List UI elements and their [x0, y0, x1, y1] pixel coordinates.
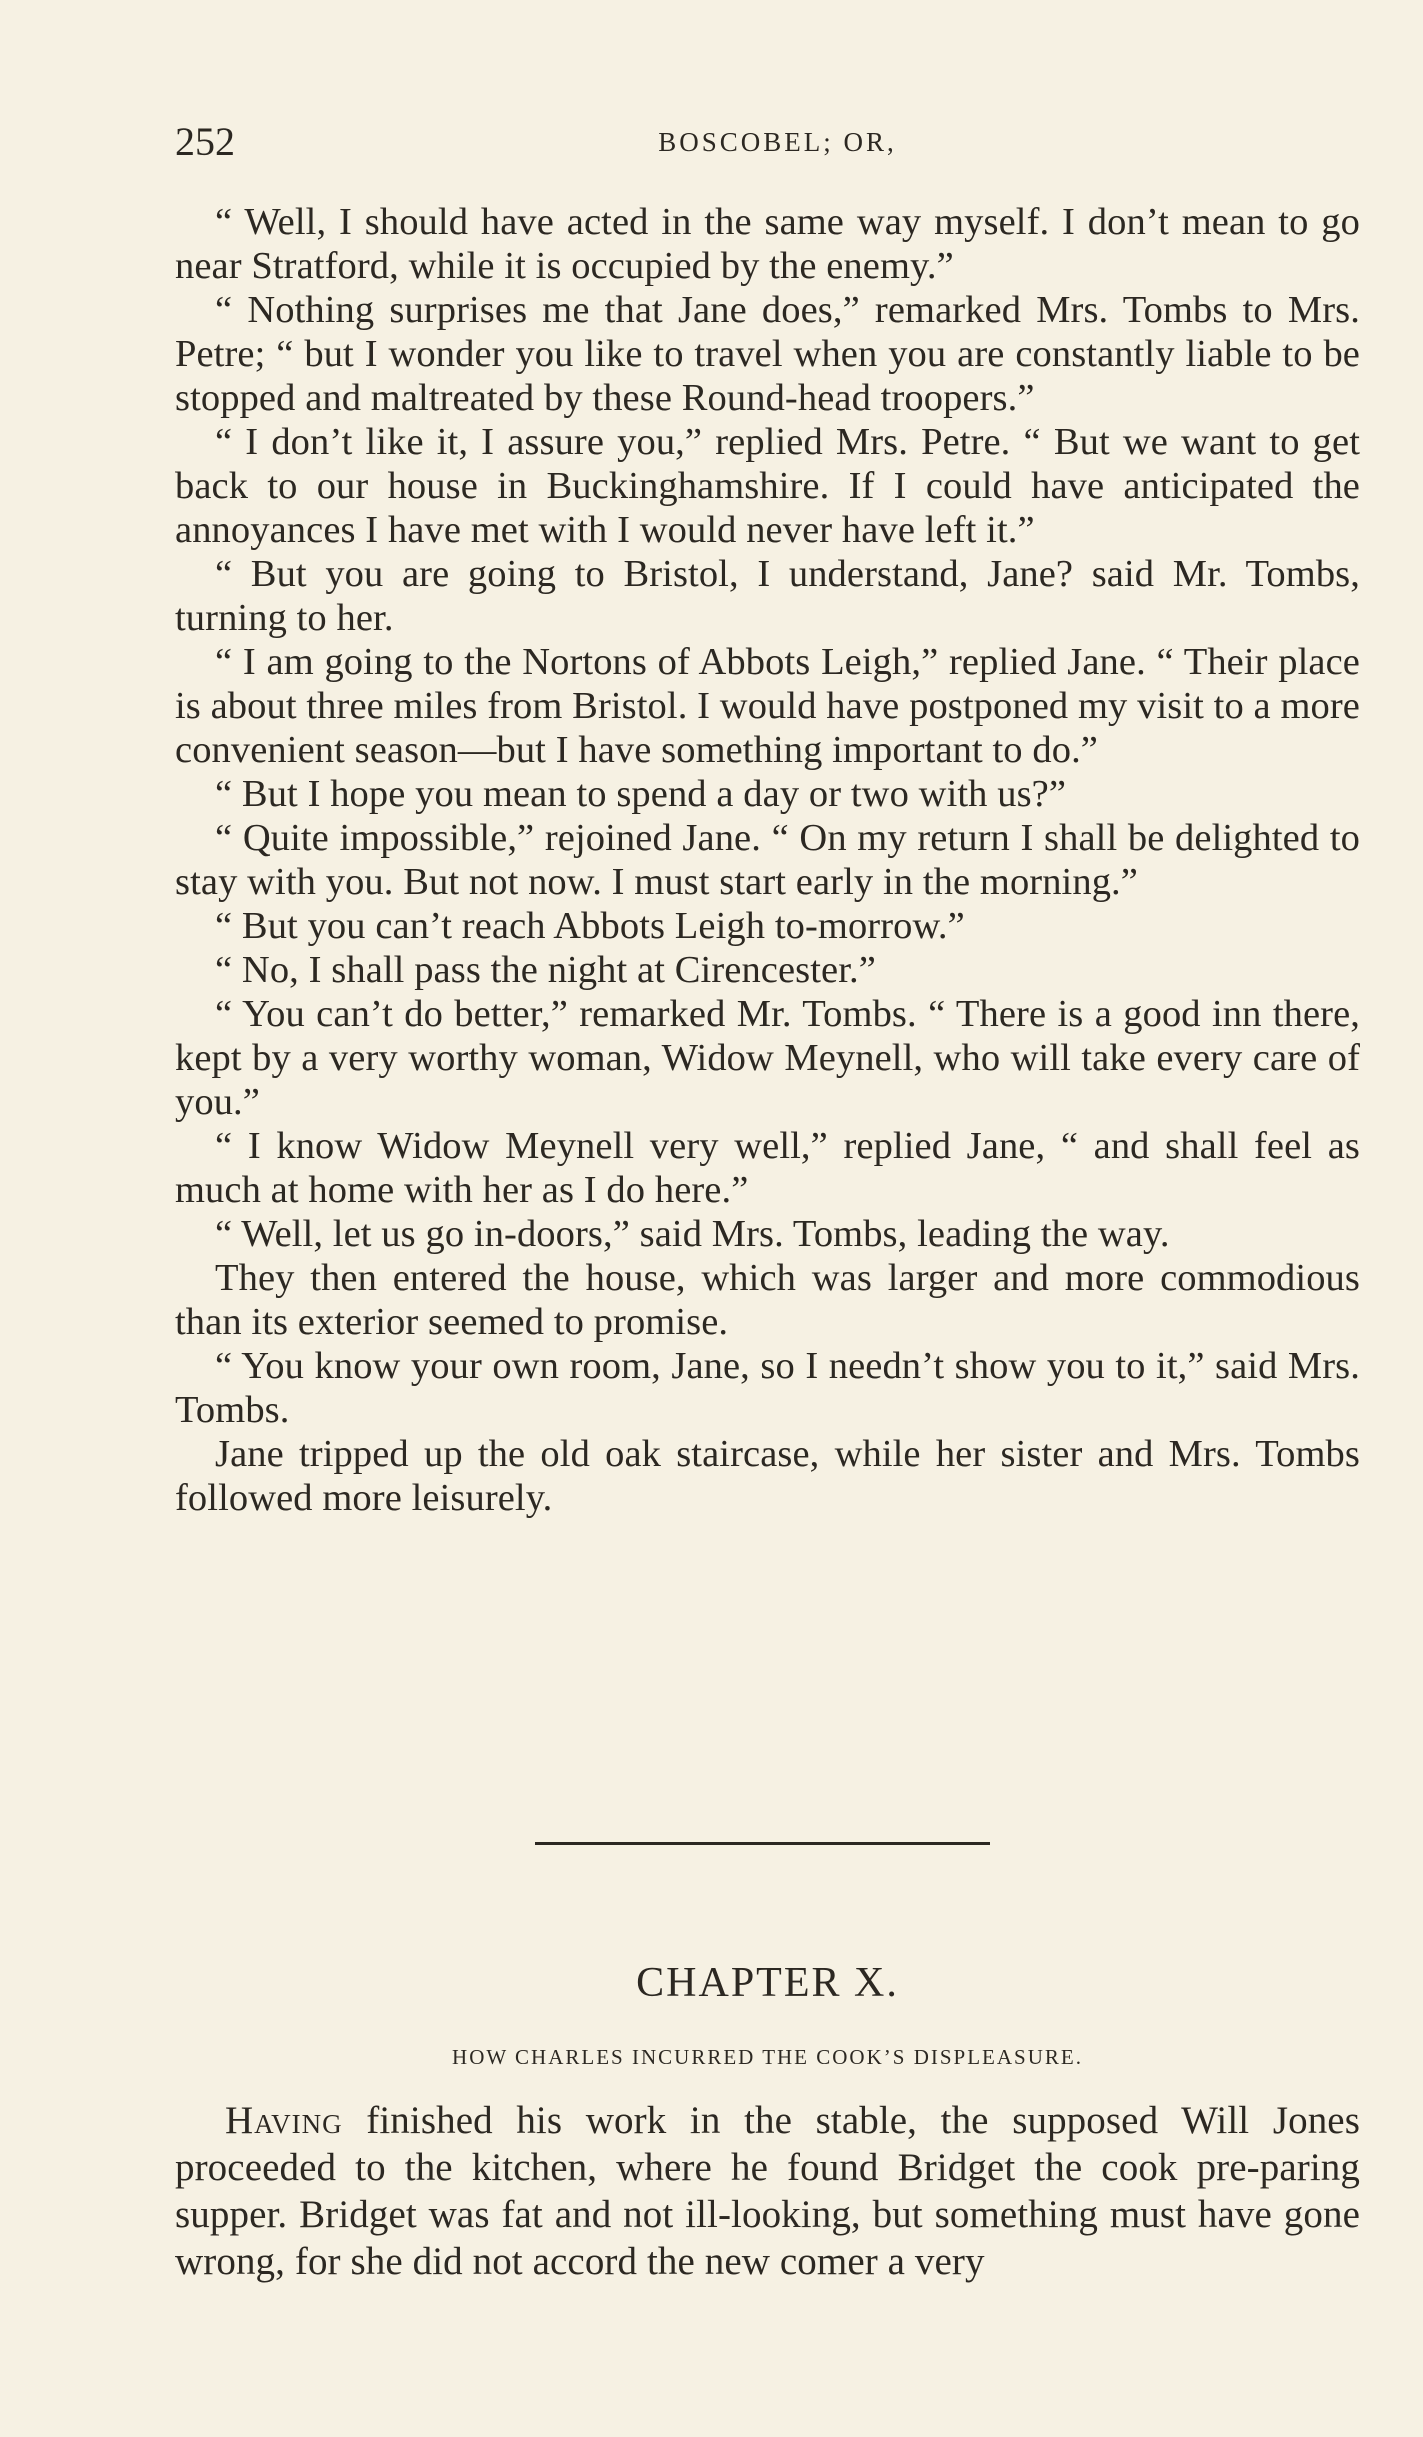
paragraph: “ But I hope you mean to spend a day or two with us?” — [215, 773, 1067, 815]
chapter-subtitle: HOW CHARLES INCURRED THE COOK’S DISPLEASURE. — [452, 2045, 1083, 2069]
paragraph: “ Nothing surprises me that Jane does,” remarked Mrs. Tombs to Mrs. Petre; “ but I wonder you like to travel when you are constantly liable to be stopped and maltreated by these Round-head troopers.” — [175, 289, 1360, 419]
chapter-opening-text: finished his work in the stable, the supposed Will Jones proceeded to the kitchen, where he found Bridget the cook pre-paring supper. Bridget was fat and not ill-looking, but something must have gone wrong, for she did not accord the new comer a very — [175, 2099, 1360, 2283]
chapter-opening-paragraph — [175, 2097, 1360, 2285]
paragraph: “ I don’t like it, I assure you,” replied Mrs. Petre. “ But we want to get back to our house in Buckinghamshire. If I could have anticipated the annoyances I have met with I would never have left it.” — [175, 421, 1360, 551]
paragraph: “ I am going to the Nortons of Abbots Leigh,” replied Jane. “ Their place is about three miles from Bristol. I would have postponed my visit to a more convenient season—but I have something important to do.” — [175, 641, 1360, 771]
paragraph: “ Quite impossible,” rejoined Jane. “ On my return I shall be delighted to stay with you. But not now. I must start early in the morning.” — [175, 817, 1360, 903]
paragraph: “ But you are going to Bristol, I understand, Jane? said Mr. Tombs, turning to her. — [175, 553, 1360, 639]
running-head: BOSCOBEL; OR, — [658, 127, 897, 157]
section-divider — [535, 1842, 990, 1845]
chapter-opening-word: Having — [225, 2099, 343, 2142]
paragraph: “ You can’t do better,” remarked Mr. Tombs. “ There is a good inn there, kept by a very worthy woman, Widow Meynell, who will take every care of you.” — [175, 993, 1360, 1123]
page-number: 252 — [175, 119, 235, 164]
paragraph: “ No, I shall pass the night at Cirencester.” — [215, 949, 876, 991]
paragraph: They then entered the house, which was larger and more commodious than its exterior seemed to promise. — [175, 1257, 1360, 1343]
paragraph: “ But you can’t reach Abbots Leigh to-morrow.” — [215, 905, 965, 947]
paragraph: Jane tripped up the old oak staircase, while her sister and Mrs. Tombs followed more leisurely. — [175, 1433, 1360, 1519]
chapter-text — [175, 2097, 1360, 2285]
chapter-title: CHAPTER X. — [636, 1960, 899, 2006]
body-text — [175, 200, 1360, 1520]
paragraph: “ Well, let us go in-doors,” said Mrs. Tombs, leading the way. — [215, 1213, 1170, 1255]
paragraph: “ You know your own room, Jane, so I needn’t show you to it,” said Mrs. Tombs. — [175, 1345, 1360, 1431]
page-header — [175, 112, 1360, 172]
paragraph: “ Well, I should have acted in the same way myself. I don’t mean to go near Stratford, while it is occupied by the enemy.” — [175, 201, 1360, 287]
paragraph: “ I know Widow Meynell very well,” replied Jane, “ and shall feel as much at home with her as I do here.” — [175, 1125, 1360, 1211]
